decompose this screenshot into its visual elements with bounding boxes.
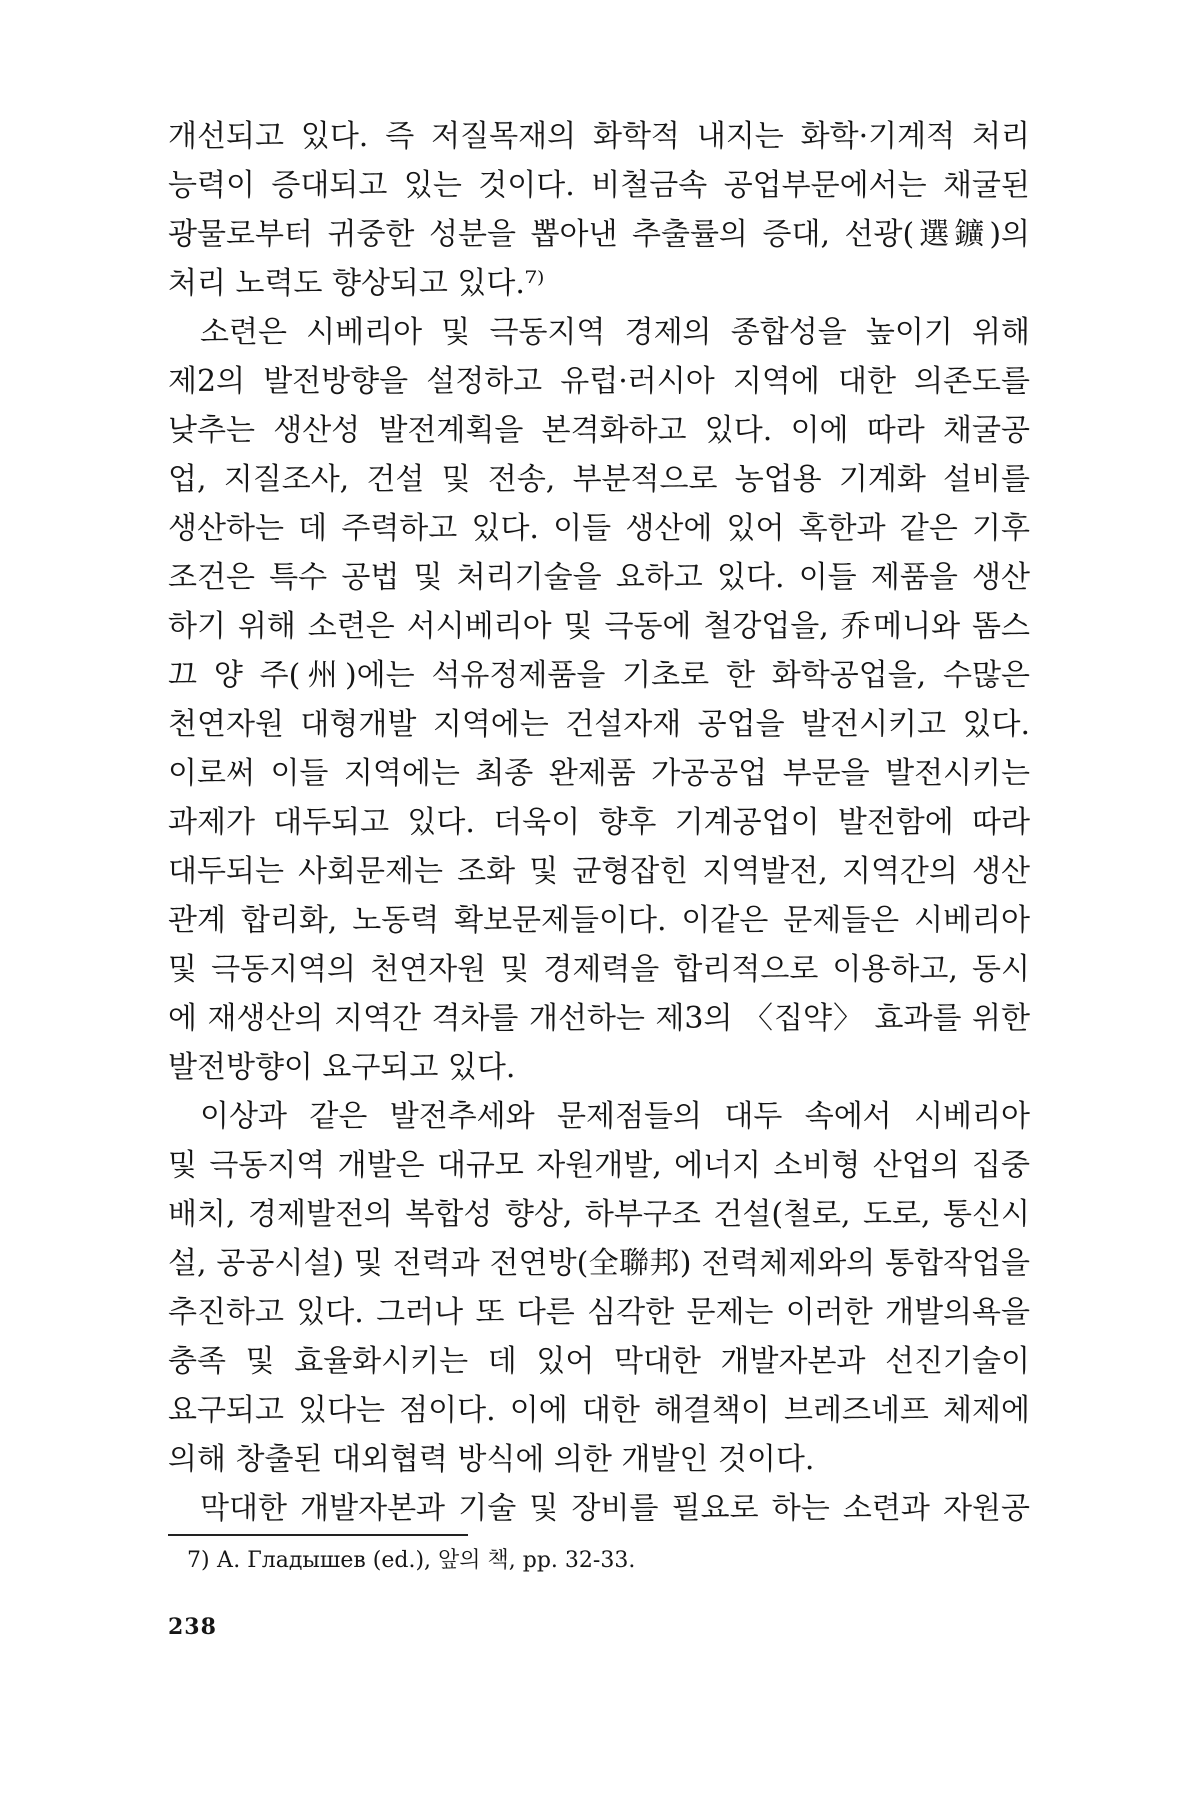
text-line: 제2의 발전방향을 설정하고 유럽·러시아 지역에 대한 의존도를 (168, 364, 1030, 399)
text-line: 요구되고 있다는 점이다. 이에 대한 해결책이 브레즈네프 체제에 (168, 1393, 1030, 1428)
text-line: 막대한 개발자본과 기술 및 장비를 필요로 하는 소련과 자원공 (200, 1491, 1030, 1526)
text-line: 설, 공공시설) 및 전력과 전연방(全聯邦) 전력체제와의 통합작업을 (168, 1246, 1030, 1281)
page-number: 238 (168, 1614, 217, 1640)
text-line: 조건은 특수 공법 및 처리기술을 요하고 있다. 이들 제품을 생산 (168, 560, 1030, 595)
text-line: 대두되는 사회문제는 조화 및 균형잡힌 지역발전, 지역간의 생산 (168, 854, 1030, 889)
text-line: 업, 지질조사, 건설 및 전송, 부분적으로 농업용 기계화 설비를 (168, 462, 1030, 497)
text-line: 충족 및 효율화시키는 데 있어 막대한 개발자본과 선진기술이 (168, 1344, 1030, 1379)
text-line: 낮추는 생산성 발전계획을 본격화하고 있다. 이에 따라 채굴공 (168, 413, 1030, 448)
text-line: 천연자원 대형개발 지역에는 건설자재 공업을 발전시키고 있다. (168, 707, 1030, 742)
text-line: 및 극동지역의 천연자원 및 경제력을 합리적으로 이용하고, 동시 (168, 952, 1030, 987)
text-line: 이로써 이들 지역에는 최종 완제품 가공공업 부문을 발전시키는 (168, 756, 1030, 791)
text-line: 끄 양 주(州)에는 석유정제품을 기초로 한 화학공업을, 수많은 (168, 658, 1030, 693)
text-line: 에 재생산의 지역간 격차를 개선하는 제3의 〈집약〉 효과를 위한 (168, 1001, 1030, 1036)
text-line: 과제가 대두되고 있다. 더욱이 향후 기계공업이 발전함에 따라 (168, 805, 1030, 840)
text-line: 소련은 시베리아 및 극동지역 경제의 종합성을 높이기 위해 (200, 315, 1030, 350)
text-line: 광물로부터 귀중한 성분을 뽑아낸 추출률의 증대, 선광(選鑛)의 (168, 217, 1030, 252)
text-line: 처리 노력도 향상되고 있다.⁷⁾ (168, 266, 545, 301)
text-line: 관계 합리화, 노동력 확보문제들이다. 이같은 문제들은 시베리아 (168, 903, 1030, 938)
text-line: 및 극동지역 개발은 대규모 자원개발, 에너지 소비형 산업의 집중 (168, 1148, 1030, 1183)
text-line: 추진하고 있다. 그러나 또 다른 심각한 문제는 이러한 개발의욕을 (168, 1295, 1030, 1330)
text-line: 의해 창출된 대외협력 방식에 의한 개발인 것이다. (168, 1442, 815, 1477)
text-line: 이상과 같은 발전추세와 문제점들의 대두 속에서 시베리아 (200, 1099, 1030, 1134)
text-line: 발전방향이 요구되고 있다. (168, 1050, 516, 1085)
footnote-rule (168, 1534, 468, 1536)
footnote: 7) А. Гладышев (ed.), 앞의 책, pp. 32-33. (187, 1548, 636, 1573)
text-line: 개선되고 있다. 즉 저질목재의 화학적 내지는 화학·기계적 처리 (168, 119, 1030, 154)
text-line: 능력이 증대되고 있는 것이다. 비철금속 공업부문에서는 채굴된 (168, 168, 1030, 203)
text-line: 배치, 경제발전의 복합성 향상, 하부구조 건설(철로, 도로, 통신시 (168, 1197, 1030, 1232)
text-line: 생산하는 데 주력하고 있다. 이들 생산에 있어 혹한과 같은 기후 (168, 511, 1030, 546)
text-line: 하기 위해 소련은 서시베리아 및 극동에 철강업을, 乔메니와 똠스 (168, 609, 1030, 644)
body-text (168, 112, 1030, 1533)
